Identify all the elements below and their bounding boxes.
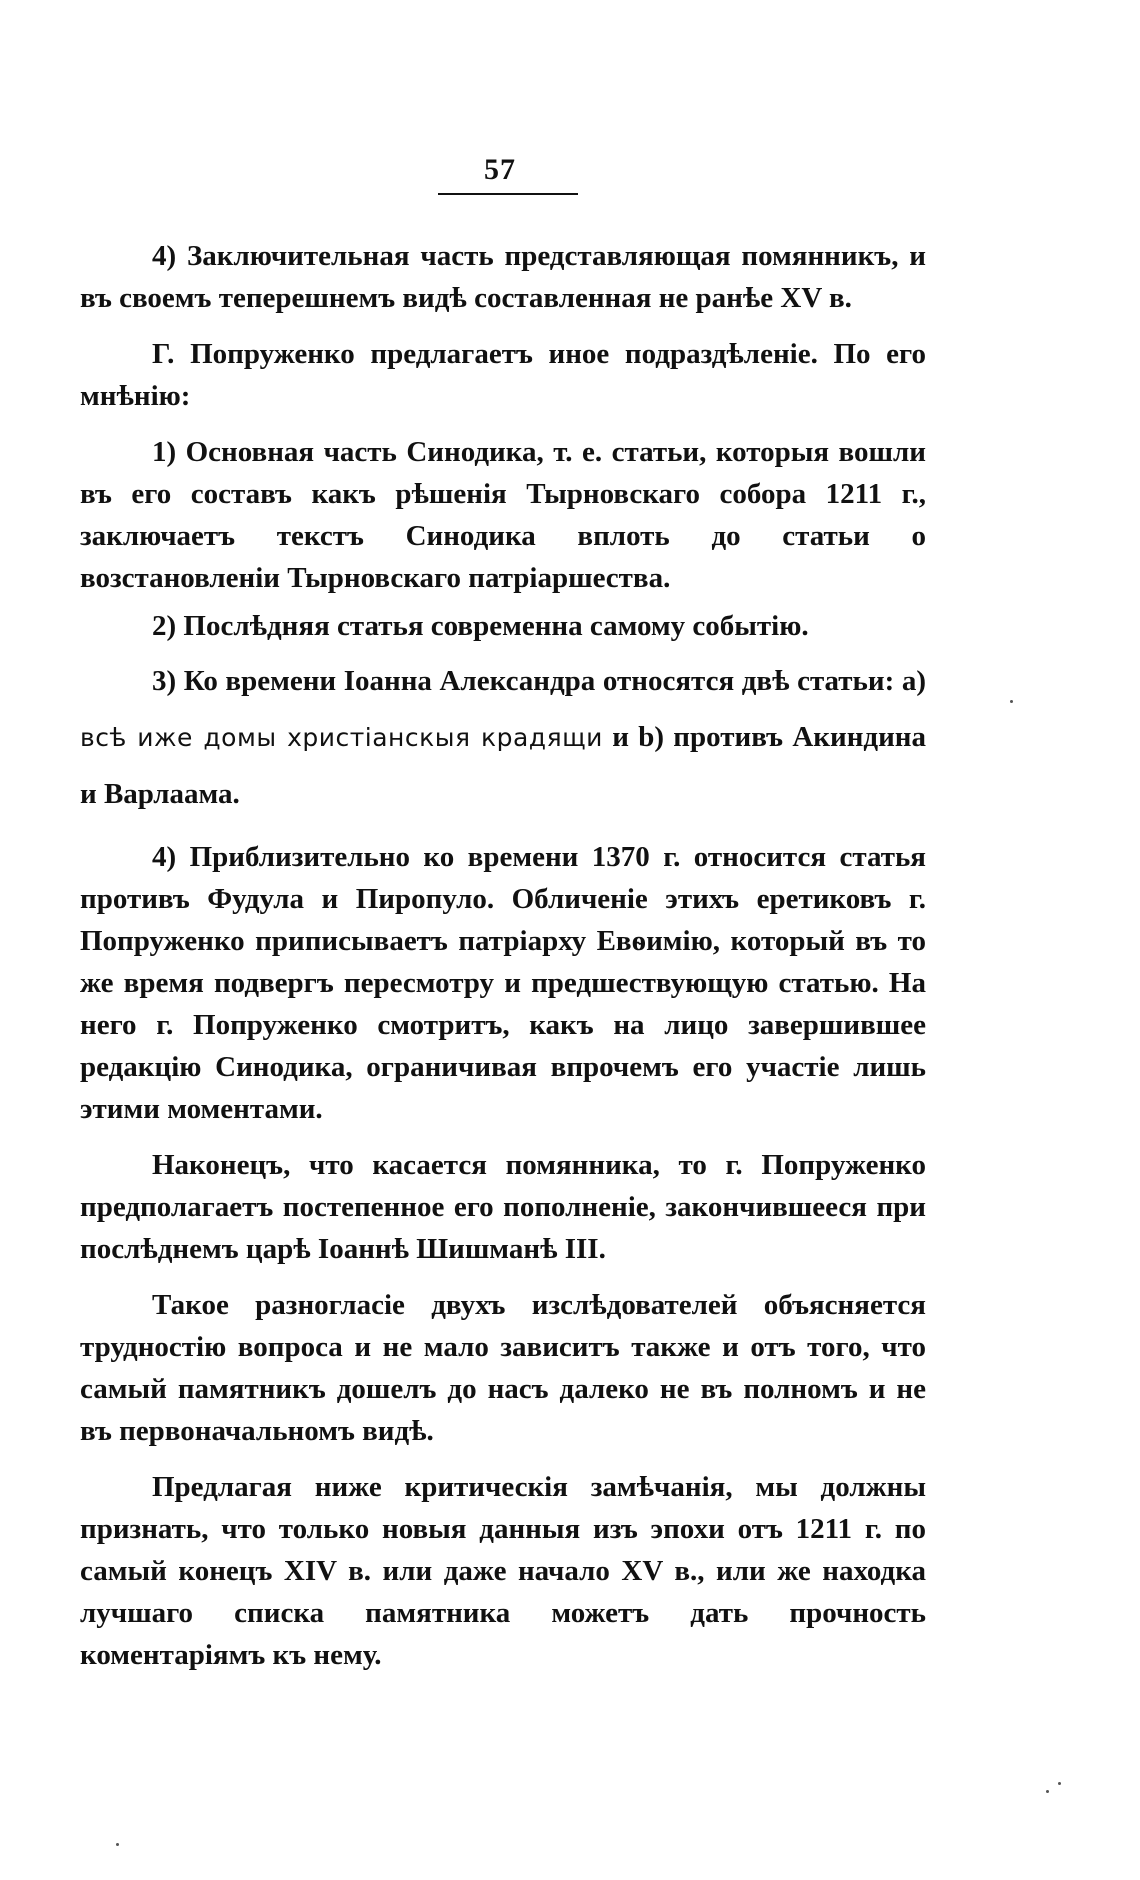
paragraph-7: Наконецъ, что касается помянника, то г. Попруженко предполагаетъ постепенное его пополненіе, закончившееся при послѣднемъ царѣ Іоаннѣ Шишманѣ III. <box>80 1149 926 1265</box>
body-text <box>80 235 926 1676</box>
paragraph-4: 2) Послѣдняя статья современна самому событію. <box>152 610 809 642</box>
paragraph-3: 1) Основная часть Синодика, т. е. статьи, которыя вошли въ его составъ какъ рѣшенія Тырновскаго собора 1211 г., заключаетъ текстъ Синодика вплоть до статьи о возстановленіи Тырновскаго патріаршества. <box>80 436 926 594</box>
scan-speck <box>1046 1790 1049 1793</box>
paragraph-6: 4) Приблизительно ко времени 1370 г. относится статья противъ Фудула и Пиропуло. Обличеніе этихъ еретиковъ г. Попруженко приписываетъ патріарху Евѳимію, который въ то же время подвергъ пересмотру и предшествующую статью. На него г. Попруженко смотритъ, какъ на лицо завершившее редакцію Синодика, ограничивая впрочемъ его участіе лишь этими моментами. <box>80 841 926 1125</box>
paragraph-5-before: 3) Ко времени Іоанна Александра относятся двѣ статьи: а) <box>152 665 926 697</box>
scan-speck <box>116 1843 119 1846</box>
page-number: 57 <box>484 153 516 186</box>
paragraph-5 <box>80 653 926 822</box>
paragraph-5-after: и b) противъ Акиндина и Варлаама. <box>80 721 926 810</box>
paragraph-1: 4) Заключительная часть представляющая помянникъ, и въ своемъ теперешнемъ видѣ составленная не ранѣе XV в. <box>80 240 926 314</box>
paragraph-9: Предлагая ниже критическія замѣчанія, мы должны признать, что только новыя данныя изъ эпохи отъ 1211 г. по самый конецъ XIV в. или даже начало XV в., или же находка лучшаго списка памятника можетъ дать прочность коментаріямъ къ нему. <box>80 1471 926 1671</box>
slavonic-quote: всѣ иже домы христіанскыя крадящи <box>80 723 603 752</box>
paragraph-2: Г. Попруженко предлагаетъ иное подраздѣленіе. По его мнѣнію: <box>80 338 926 412</box>
paragraph-8: Такое разногласіе двухъ изслѣдователей объясняется трудностію вопроса и не мало зависитъ также и отъ того, что самый памятникъ дошелъ до насъ далеко не въ полномъ и не въ первоначальномъ видѣ. <box>80 1289 926 1447</box>
scan-speck <box>1010 700 1013 703</box>
scan-speck <box>1058 1782 1061 1785</box>
page-number-rule <box>438 193 578 195</box>
